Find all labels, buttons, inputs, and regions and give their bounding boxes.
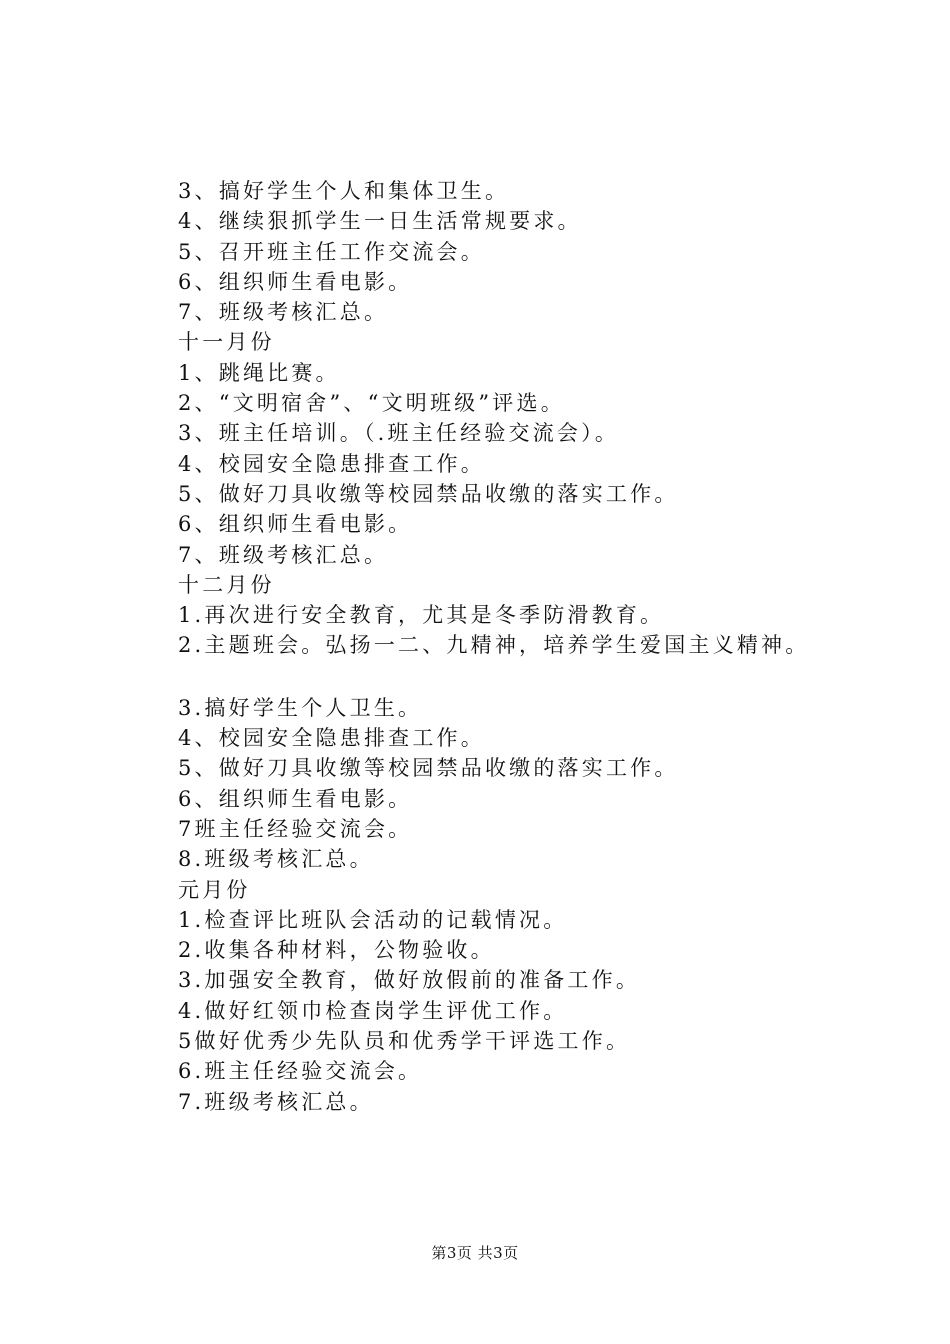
- page-number-label: 第3页 共3页: [431, 1244, 519, 1262]
- list-item: 2.主题班会。弘扬一二、九精神，培养学生爱国主义精神。: [178, 633, 810, 658]
- list-item: 4、校园安全隐患排查工作。: [178, 451, 485, 476]
- list-item: 6、组织师生看电影。: [178, 269, 413, 294]
- list-item: 4、校园安全隐患排查工作。: [178, 726, 485, 751]
- list-item: 7.班级考核汇总。: [178, 1089, 374, 1114]
- list-item: 5、做好刀具收缴等校园禁品收缴的落实工作。: [178, 481, 679, 506]
- list-item: 3.搞好学生个人卫生。: [178, 695, 423, 720]
- list-item: 1、跳绳比赛。: [178, 360, 340, 385]
- section-heading-december: 十二月份: [178, 572, 275, 597]
- list-item: 6、组织师生看电影。: [178, 786, 413, 811]
- list-item: 7、班级考核汇总。: [178, 542, 389, 567]
- list-item: 3.加强安全教育，做好放假前的准备工作。: [178, 968, 641, 993]
- paragraph-gap: [178, 661, 938, 693]
- list-item: 8.班级考核汇总。: [178, 847, 374, 872]
- list-item: 2.收集各种材料，公物验收。: [178, 938, 495, 963]
- list-item: 5、召开班主任工作交流会。: [178, 239, 485, 264]
- list-item: 5做好优秀少先队员和优秀学干评选工作。: [178, 1029, 631, 1054]
- section-heading-november: 十一月份: [178, 330, 275, 355]
- list-item: 1.检查评比班队会活动的记载情况。: [178, 907, 568, 932]
- list-item: 7、班级考核汇总。: [178, 300, 389, 325]
- document-body: [178, 176, 938, 1117]
- list-item: 2、“文明宿舍”、“文明班级”评选。: [178, 391, 565, 416]
- list-item: 4、继续狠抓学生一日生活常规要求。: [178, 209, 582, 234]
- list-item: 4.做好红领巾检查岗学生评优工作。: [178, 998, 568, 1023]
- list-item: 7班主任经验交流会。: [178, 816, 413, 841]
- list-item: 1.再次进行安全教育，尤其是冬季防滑教育。: [178, 603, 665, 628]
- page-footer: [0, 1243, 950, 1263]
- list-item: 6.班主任经验交流会。: [178, 1059, 423, 1084]
- list-item: 6、组织师生看电影。: [178, 512, 413, 537]
- list-item: 3、班主任培训。（.班主任经验交流会）。: [178, 421, 620, 446]
- section-heading-january: 元月份: [178, 877, 251, 902]
- list-item: 5、做好刀具收缴等校园禁品收缴的落实工作。: [178, 756, 679, 781]
- list-item: 3、搞好学生个人和集体卫生。: [178, 179, 510, 203]
